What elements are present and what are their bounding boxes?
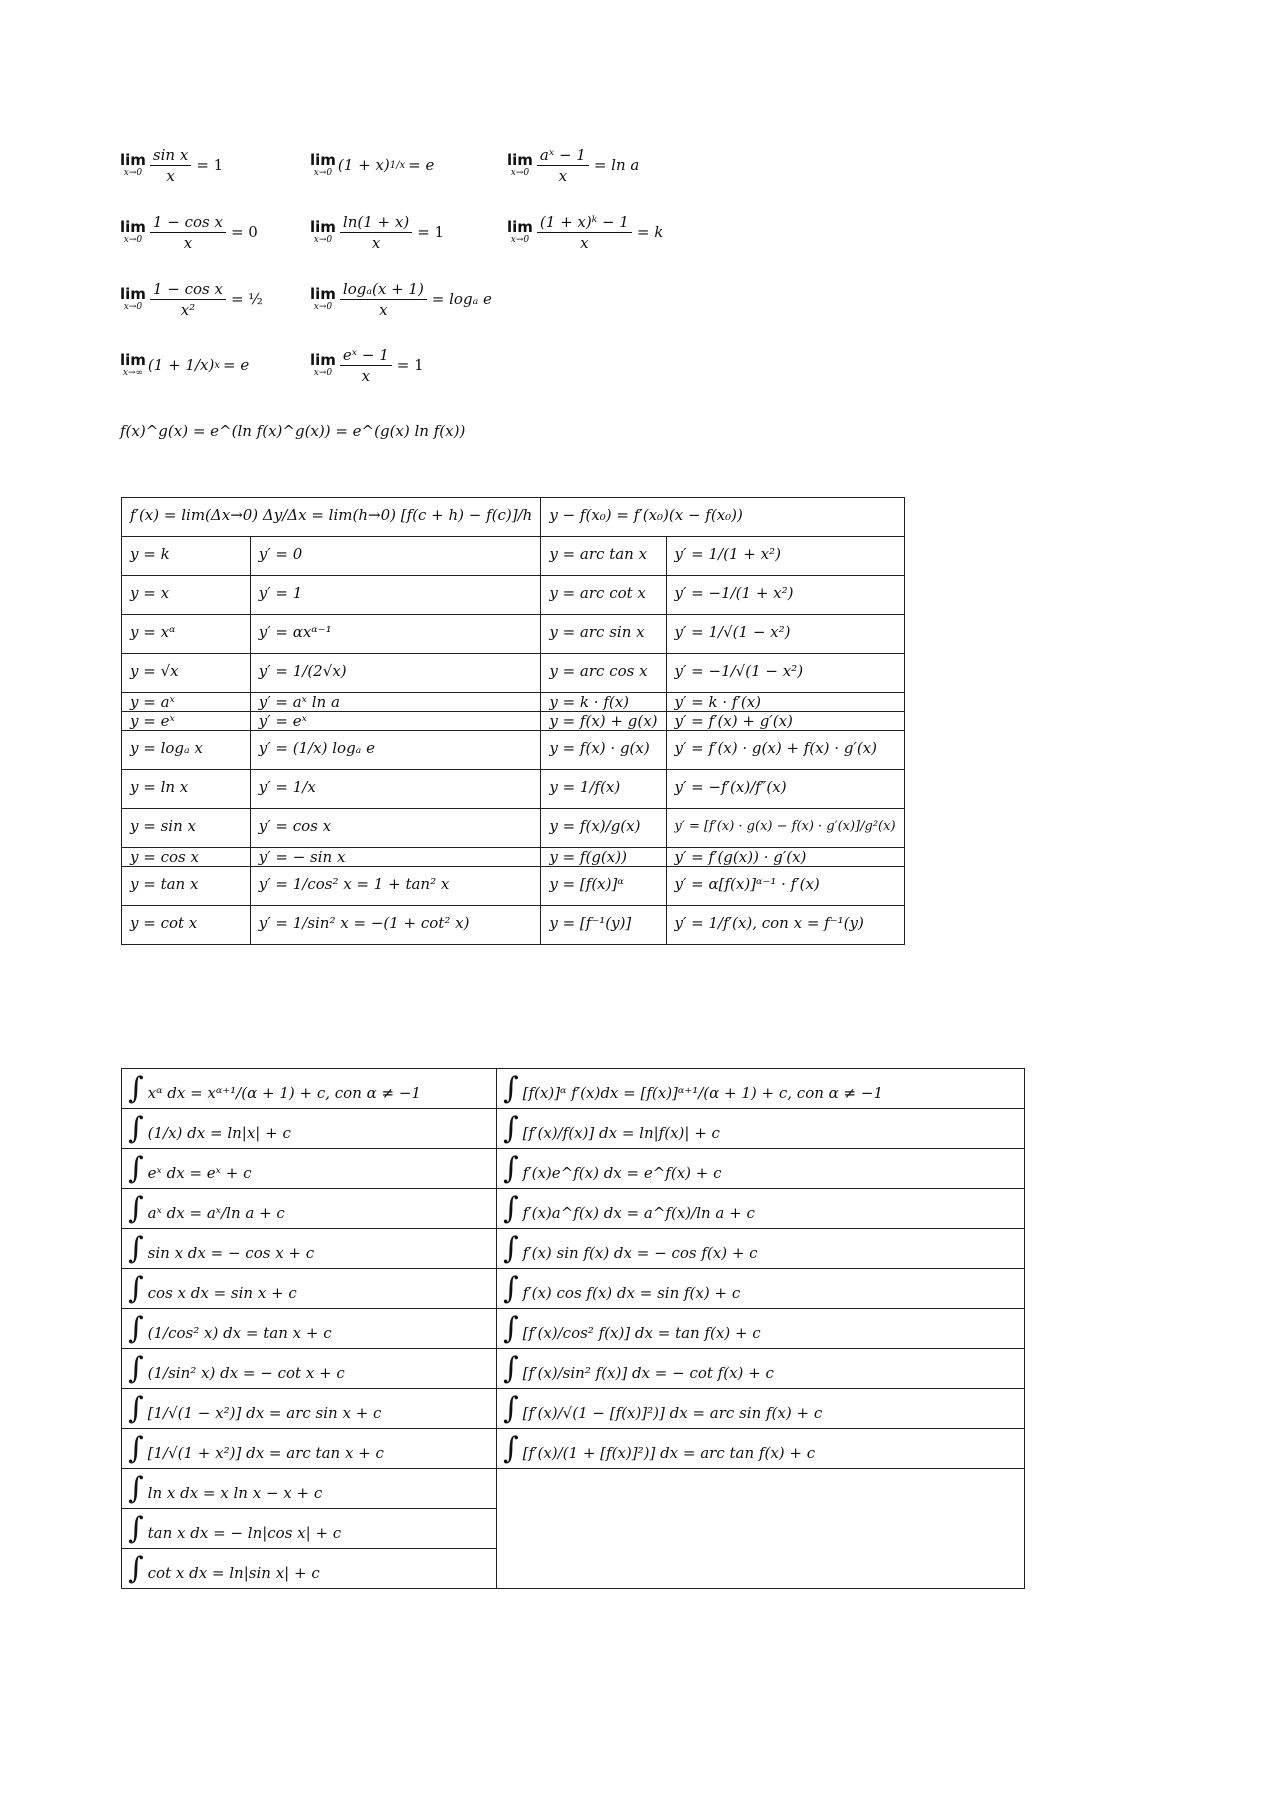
table-row (122, 1309, 1025, 1349)
function-cell: y = [f(x)]ᵅ (541, 867, 666, 906)
integral-cell: ∫ f′(x)e^f(x) dx = e^f(x) + c (497, 1149, 1025, 1189)
limits-section (120, 140, 820, 460)
derivatives-table (121, 497, 905, 945)
function-cell: y = 1/f(x) (541, 770, 666, 809)
integral-sign-icon: ∫ (503, 1390, 519, 1426)
table-row (122, 731, 905, 770)
function-cell: y = aˣ (122, 693, 251, 712)
table-row (122, 537, 905, 576)
integral-cell: ∫ [1/√(1 − x²)] dx = arc sin x + c (122, 1389, 497, 1429)
table-row (122, 1549, 1025, 1589)
tangent-line-formula: y − f(x₀) = f′(x₀)(x − f(x₀)) (541, 498, 904, 537)
derivative-cell: y′ = −1/(1 + x²) (666, 576, 904, 615)
derivative-cell: y′ = (1/x) logₐ e (250, 731, 541, 770)
integral-sign-icon: ∫ (503, 1110, 519, 1146)
derivative-cell: y′ = 0 (250, 537, 541, 576)
integral-sign-icon: ∫ (128, 1470, 144, 1506)
integral-cell: ∫ [f′(x)/√(1 − [f(x)]²)] dx = arc sin f(x) + c (497, 1389, 1025, 1429)
table-row (122, 770, 905, 809)
exponential-identity: f(x)^g(x) = e^(ln f(x)^g(x)) = e^(g(x) ln f(x)) (120, 422, 466, 440)
integral-sign-icon: ∫ (503, 1350, 519, 1386)
integral-cell: ∫ [f′(x)/cos² f(x)] dx = tan f(x) + c (497, 1309, 1025, 1349)
derivative-cell: y′ = f′(x) · g(x) + f(x) · g′(x) (666, 731, 904, 770)
derivative-cell: y′ = aˣ ln a (250, 693, 541, 712)
function-cell: y = cos x (122, 848, 251, 867)
derivative-cell: y′ = α[f(x)]ᵅ⁻¹ · f′(x) (666, 867, 904, 906)
integral-sign-icon: ∫ (128, 1110, 144, 1146)
integral-cell: ∫ aˣ dx = aˣ/ln a + c (122, 1189, 497, 1229)
derivative-cell: y′ = cos x (250, 809, 541, 848)
integrals-table (121, 1068, 1025, 1589)
function-cell: y = f(g(x)) (541, 848, 666, 867)
function-cell: y = cot x (122, 906, 251, 945)
integral-sign-icon: ∫ (128, 1150, 144, 1186)
table-row (122, 1509, 1025, 1549)
table-row (122, 906, 905, 945)
table-row (122, 1189, 1025, 1229)
integral-sign-icon: ∫ (128, 1270, 144, 1306)
function-cell: y = tan x (122, 867, 251, 906)
integral-cell: ∫ [f′(x)/(1 + [f(x)]²)] dx = arc tan f(x) + c (497, 1429, 1025, 1469)
derivative-cell: y′ = 1/sin² x = −(1 + cot² x) (250, 906, 541, 945)
integral-sign-icon: ∫ (503, 1430, 519, 1466)
integral-cell: ∫ [f(x)]ᵅ f′(x)dx = [f(x)]ᵅ⁺¹/(α + 1) + c, con α ≠ −1 (497, 1069, 1025, 1109)
limit-formula: lim x→0 $\frac{\text{(1 + x)ᵏ − 1}}{x}$ = k (507, 212, 664, 252)
table-row (122, 809, 905, 848)
integral-sign-icon: ∫ (503, 1230, 519, 1266)
integral-cell: ∫ [f′(x)/sin² f(x)] dx = − cot f(x) + c (497, 1349, 1025, 1389)
table-row (122, 1389, 1025, 1429)
function-cell: y = arc cot x (541, 576, 666, 615)
table-row (122, 654, 905, 693)
integral-cell-empty (497, 1549, 1025, 1589)
table-row (122, 576, 905, 615)
integral-sign-icon: ∫ (128, 1350, 144, 1386)
derivative-cell: y′ = αxᵅ⁻¹ (250, 615, 541, 654)
table-row (122, 867, 905, 906)
table-row (122, 1069, 1025, 1109)
derivative-cell: y′ = f′(x) + g′(x) (666, 712, 904, 731)
function-cell: y = xᵅ (122, 615, 251, 654)
integral-sign-icon: ∫ (128, 1230, 144, 1266)
limit-formula: lim x→0 (1 + x) 1/x = e (310, 151, 435, 178)
integral-sign-icon: ∫ (503, 1190, 519, 1226)
derivative-cell: y′ = −f′(x)/f″(x) (666, 770, 904, 809)
derivative-cell: y′ = −1/√(1 − x²) (666, 654, 904, 693)
function-cell: y = x (122, 576, 251, 615)
integral-sign-icon: ∫ (503, 1270, 519, 1306)
function-cell: y = √x (122, 654, 251, 693)
function-cell: y = [f⁻¹(y)] (541, 906, 666, 945)
function-cell: y = f(x) · g(x) (541, 731, 666, 770)
integral-cell: ∫ ln x dx = x ln x − x + c (122, 1469, 497, 1509)
table-row (122, 1149, 1025, 1189)
integral-sign-icon: ∫ (503, 1070, 519, 1106)
table-row (122, 1349, 1025, 1389)
derivative-cell: y′ = k · f′(x) (666, 693, 904, 712)
integral-cell: ∫ f′(x) cos f(x) dx = sin f(x) + c (497, 1269, 1025, 1309)
integral-sign-icon: ∫ (503, 1310, 519, 1346)
derivative-cell: y′ = eˣ (250, 712, 541, 731)
integral-cell: ∫ xᵅ dx = xᵅ⁺¹/(α + 1) + c, con α ≠ −1 (122, 1069, 497, 1109)
integral-cell: ∫ (1/sin² x) dx = − cot x + c (122, 1349, 497, 1389)
table-row (122, 1469, 1025, 1509)
function-cell: y = eˣ (122, 712, 251, 731)
function-cell: y = ln x (122, 770, 251, 809)
table-row (122, 1429, 1025, 1469)
function-cell: y = arc sin x (541, 615, 666, 654)
limit-formula: lim x→0 $\frac{\ln(1 + x)}{x}$ = 1 (310, 212, 445, 252)
function-cell: y = f(x) + g(x) (541, 712, 666, 731)
table-row (122, 498, 905, 537)
integral-cell: ∫ f′(x)a^f(x) dx = a^f(x)/ln a + c (497, 1189, 1025, 1229)
function-cell: y = logₐ x (122, 731, 251, 770)
integral-sign-icon: ∫ (128, 1550, 144, 1586)
table-row (122, 1109, 1025, 1149)
table-row (122, 1269, 1025, 1309)
derivative-cell: y′ = [f′(x) · g(x) − f(x) · g′(x)]/g²(x) (666, 809, 904, 848)
derivative-cell: y′ = 1/√(1 − x²) (666, 615, 904, 654)
table-row (122, 1229, 1025, 1269)
integral-cell: ∫ (1/cos² x) dx = tan x + c (122, 1309, 497, 1349)
table-row (122, 848, 905, 867)
limit-formula: lim x→0 $\frac{\text{sin x}}{x}$ = 1 (120, 145, 224, 185)
table-row (122, 712, 905, 731)
table-row (122, 615, 905, 654)
integral-cell-empty (497, 1509, 1025, 1549)
integral-cell: ∫ sin x dx = − cos x + c (122, 1229, 497, 1269)
table-row (122, 693, 905, 712)
limit-formula: lim x→0 $\frac{\text{eˣ − 1}}{x}$ = 1 (310, 345, 424, 385)
derivative-cell: y′ = 1/f′(x), con x = f⁻¹(y) (666, 906, 904, 945)
integral-cell: ∫ (1/x) dx = ln|x| + c (122, 1109, 497, 1149)
function-cell: y = arc tan x (541, 537, 666, 576)
integral-cell: ∫ [1/√(1 + x²)] dx = arc tan x + c (122, 1429, 497, 1469)
integral-cell: ∫ f′(x) sin f(x) dx = − cos f(x) + c (497, 1229, 1025, 1269)
integral-cell: ∫ cot x dx = ln|sin x| + c (122, 1549, 497, 1589)
derivative-cell: y′ = 1 (250, 576, 541, 615)
limit-formula: lim x→0 $\frac{\text{1 − cos x}}{x}$ = 0 (120, 212, 258, 252)
integral-cell: ∫ [f′(x)/f(x)] dx = ln|f(x)| + c (497, 1109, 1025, 1149)
limit-formula: lim x→0 $\frac{\text{1 − cos x}}{\text{x²}}$ = ½ (120, 279, 263, 319)
limit-formula: lim x→0 $\frac{\text{aˣ − 1}}{x}$ = ln a (507, 145, 640, 185)
derivative-cell: y′ = f′(g(x)) · g′(x) (666, 848, 904, 867)
integral-cell-empty (497, 1469, 1025, 1509)
derivative-cell: y′ = 1/cos² x = 1 + tan² x (250, 867, 541, 906)
integral-sign-icon: ∫ (128, 1190, 144, 1226)
integral-sign-icon: ∫ (503, 1150, 519, 1186)
limit-formula: lim x→∞ (1 + 1/x) x = e (120, 351, 250, 378)
derivative-cell: y′ = 1/(1 + x²) (666, 537, 904, 576)
integral-sign-icon: ∫ (128, 1310, 144, 1346)
function-cell: y = sin x (122, 809, 251, 848)
limit-formula: lim x→0 $\frac{\text{logₐ(x + 1)}}{x}$ = logₐ e (310, 279, 492, 319)
integral-cell: ∫ eˣ dx = eˣ + c (122, 1149, 497, 1189)
function-cell: y = arc cos x (541, 654, 666, 693)
integral-sign-icon: ∫ (128, 1430, 144, 1466)
derivative-cell: y′ = 1/(2√x) (250, 654, 541, 693)
function-cell: y = k · f(x) (541, 693, 666, 712)
derivative-cell: y′ = − sin x (250, 848, 541, 867)
integral-sign-icon: ∫ (128, 1510, 144, 1546)
derivative-definition: f′(x) = lim(Δx→0) Δy/Δx = lim(h→0) [f(c + h) − f(c)]/h (122, 498, 541, 537)
function-cell: y = f(x)/g(x) (541, 809, 666, 848)
integral-sign-icon: ∫ (128, 1390, 144, 1426)
derivative-cell: y′ = 1/x (250, 770, 541, 809)
integral-cell: ∫ tan x dx = − ln|cos x| + c (122, 1509, 497, 1549)
function-cell: y = k (122, 537, 251, 576)
integral-sign-icon: ∫ (128, 1070, 144, 1106)
integral-cell: ∫ cos x dx = sin x + c (122, 1269, 497, 1309)
